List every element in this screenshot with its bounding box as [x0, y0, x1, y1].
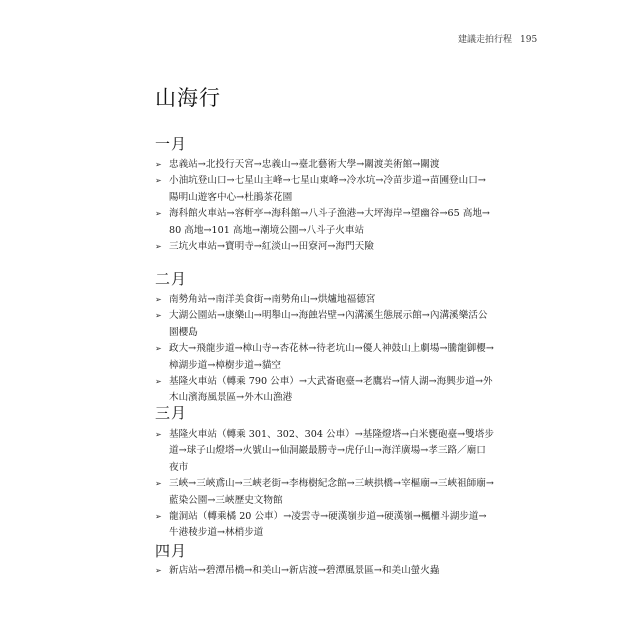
item-text: 忠義站→北投行天宮→忠義山→臺北藝術大學→關渡美術館→關渡 [169, 159, 440, 170]
list-item [155, 239, 495, 255]
month-heading-march: 三月 [155, 404, 188, 422]
itinerary-list-january [155, 157, 495, 255]
list-item [155, 563, 495, 579]
list-item [155, 374, 495, 407]
list-item [155, 206, 495, 239]
month-heading-february: 二月 [155, 270, 188, 288]
item-text: 海科館火車站→容軒亭→海科館→八斗子漁港→大坪海岸→望幽谷→65 高地→80 高地→101 高地→潮境公園→八斗子火車站 [169, 208, 490, 236]
month-heading-january: 一月 [155, 135, 188, 153]
item-text: 政大→飛龍步道→樟山寺→杏花林→待老坑山→優人神鼓山上劇場→騰龍御櫻→樟湖步道→樟樹步道→貓空 [169, 343, 494, 371]
arrow-bullet-icon: ➢ [155, 311, 162, 321]
running-title: 建議走拍行程 [458, 35, 513, 45]
arrow-bullet-icon: ➢ [155, 160, 162, 169]
item-text: 基隆火車站（轉乘 301、302、304 公車）→基隆燈塔→白米甕砲臺→雙塔步道→球子山燈塔→火號山→仙洞巖最勝寺→虎仔山→海洋廣場→孝三路／廟口夜市 [169, 429, 494, 473]
arrow-bullet-icon: ➢ [155, 209, 162, 219]
list-item [155, 308, 495, 341]
item-text: 南勢角站→南洋美食街→南勢角山→烘爐地福德宮 [169, 294, 376, 305]
item-text: 龍洞站（轉乘橘 20 公車）→凌雲寺→硬漢嶺步道→硬漢嶺→楓櫃斗湖步道→牛港稜步道→林梢步道 [169, 511, 487, 539]
item-text: 三峽→三峽鳶山→三峽老街→李梅樹紀念館→三峽拱橋→宰樞廟→三峽祖師廟→藍染公園→三峽歷史文物館 [169, 478, 494, 506]
arrow-bullet-icon: ➢ [155, 512, 162, 522]
item-text: 小油坑登山口→七星山主峰→七星山東峰→冷水坑→冷苗步道→苗圃登山口→陽明山遊客中心→杜鵑茶花園 [169, 175, 486, 203]
item-text: 三坑火車站→寶明寺→紅淡山→田寮河→海門天險 [169, 241, 374, 253]
arrow-bullet-icon: ➢ [155, 344, 162, 354]
itinerary-list-april [155, 563, 495, 579]
arrow-bullet-icon: ➢ [155, 295, 162, 304]
arrow-bullet-icon: ➢ [155, 377, 162, 387]
list-item [155, 427, 495, 476]
arrow-bullet-icon: ➢ [155, 479, 162, 489]
month-heading-april: 四月 [155, 542, 188, 560]
list-item [155, 157, 495, 173]
item-text: 基隆火車站（轉乘 790 公車）→大武崙砲臺→老鷹岩→情人湖→海興步道→外木山濱海風景區→外木山漁港 [169, 376, 493, 404]
page-title: 山海行 [155, 86, 221, 110]
itinerary-list-march [155, 427, 495, 542]
itinerary-list-february [155, 292, 495, 407]
arrow-bullet-icon: ➢ [155, 430, 162, 439]
list-item [155, 292, 495, 308]
page-number: 195 [520, 35, 538, 45]
arrow-bullet-icon: ➢ [155, 566, 162, 575]
arrow-bullet-icon: ➢ [155, 242, 162, 252]
list-item [155, 476, 495, 509]
item-text: 大湖公園站→康樂山→明舉山→海蝕岩壁→內溝溪生態展示館→內溝溪樂活公園櫻島 [169, 310, 488, 338]
item-text: 新店站→碧潭吊橋→和美山→新店渡→碧潭風景區→和美山螢火蟲 [169, 565, 440, 576]
running-head [458, 32, 618, 45]
arrow-bullet-icon: ➢ [155, 176, 162, 186]
list-item [155, 509, 495, 542]
list-item [155, 173, 495, 206]
list-item [155, 341, 495, 374]
